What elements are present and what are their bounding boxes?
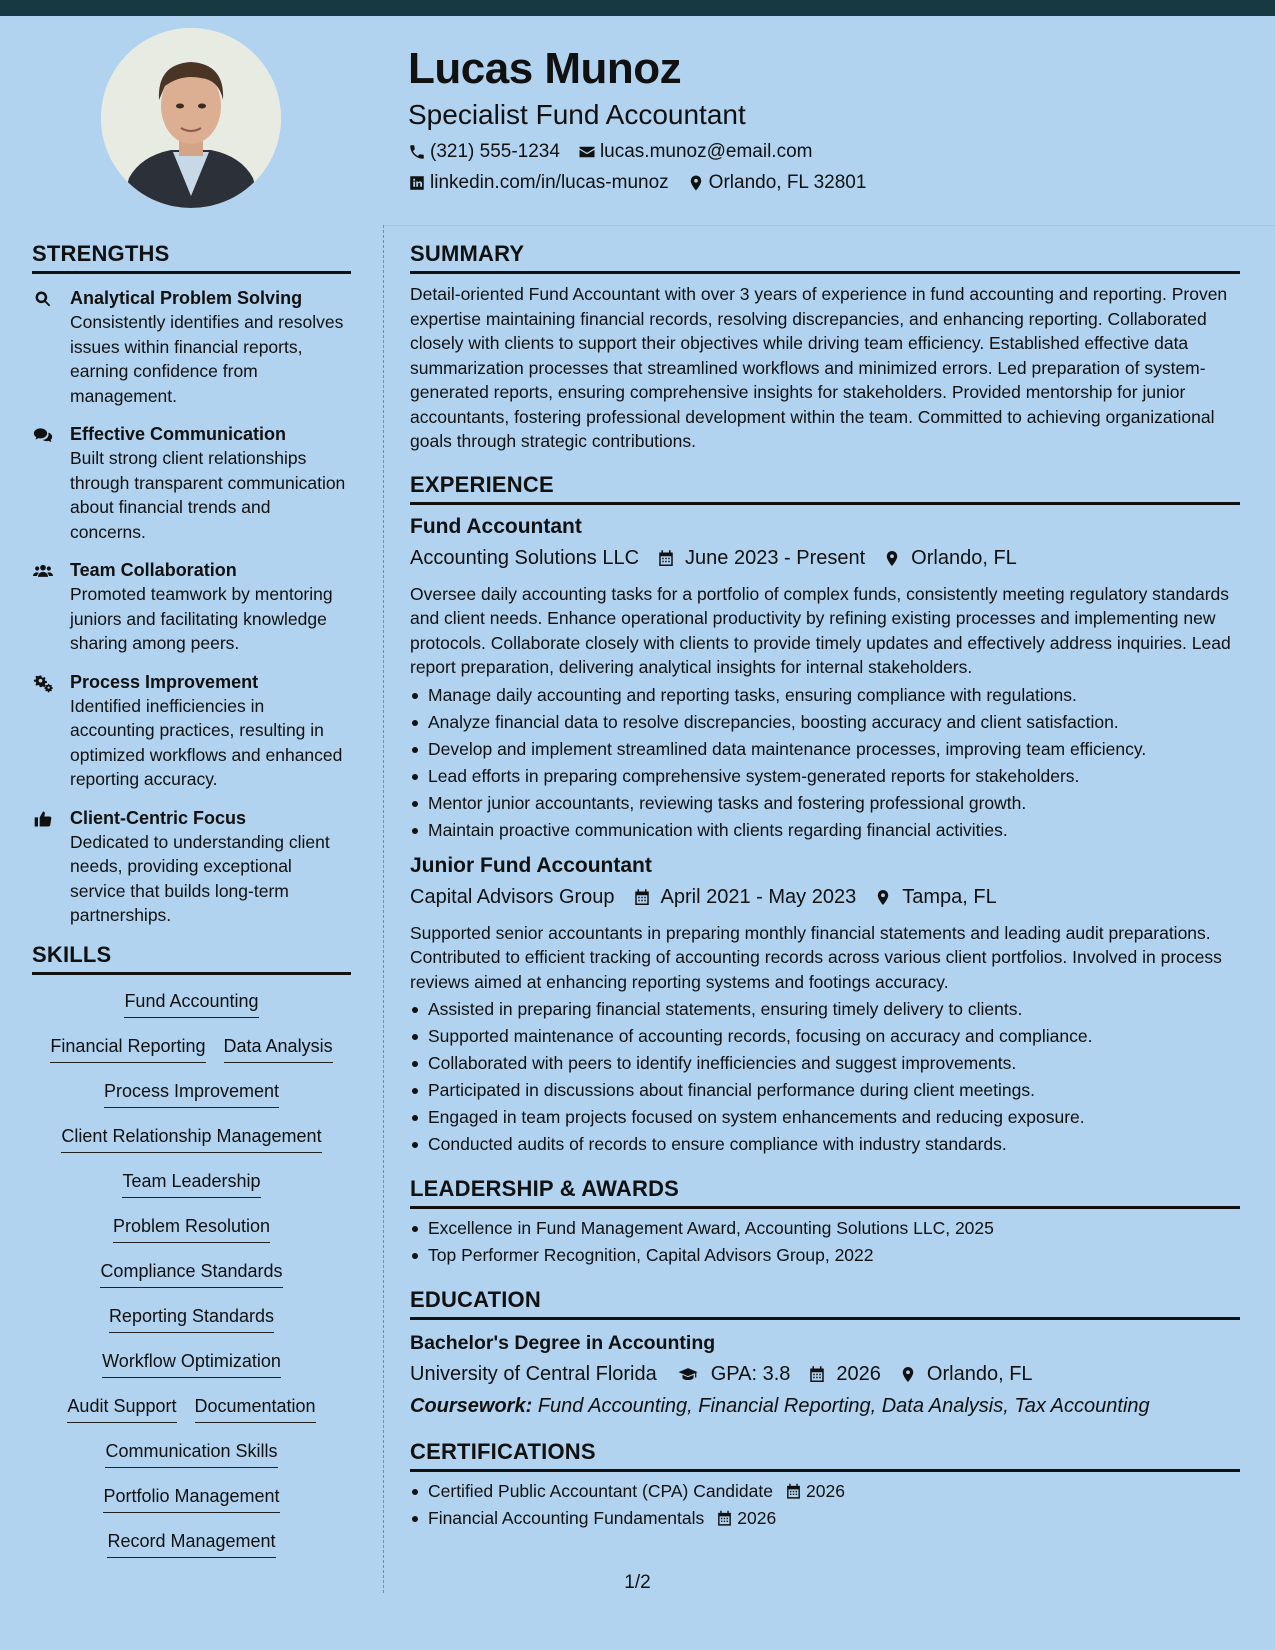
- skills-row: [32, 989, 351, 1034]
- graduation-cap-icon: [675, 1365, 701, 1384]
- cert-year: 2026: [806, 1481, 845, 1501]
- skills-row: [32, 1304, 351, 1349]
- graduation-year: 2026: [836, 1362, 881, 1385]
- awards-section: [410, 1176, 1240, 1269]
- skill-chip: Record Management: [107, 1529, 275, 1558]
- list-item: Assisted in preparing financial statements, ensuring timely delivery to clients.: [410, 996, 1240, 1023]
- strength-title: Analytical Problem Solving: [70, 288, 303, 308]
- linkedin-icon: [408, 174, 426, 192]
- list-item: Lead efforts in preparing comprehensive system-generated reports for stakeholders.: [410, 763, 1240, 790]
- calendar-icon: [808, 1365, 826, 1384]
- strength-item: [32, 806, 351, 928]
- map-pin-icon: [899, 1365, 917, 1384]
- strength-title: Client-Centric Focus: [70, 807, 247, 828]
- degree-name: Bachelor's Degree in Accounting: [410, 1332, 716, 1354]
- strength-desc: Dedicated to understanding client needs, providing exceptional service that builds long-term partnerships.: [70, 831, 330, 925]
- location-text: Orlando, FL 32801: [708, 171, 867, 193]
- skill-chip: Portfolio Management: [103, 1484, 279, 1513]
- thumbs-up-icon: [32, 809, 54, 829]
- strength-desc: Consistently identifies and resolves issues within financial reports, earning confidence from management.: [70, 312, 344, 406]
- skills-row: [32, 1484, 351, 1529]
- strengths-heading: STRENGTHS: [32, 241, 351, 274]
- awards-heading: LEADERSHIP & AWARDS: [410, 1176, 1240, 1209]
- map-pin-icon: [687, 174, 705, 192]
- linkedin-text: linkedin.com/in/lucas-munoz: [430, 171, 669, 193]
- coursework: [410, 1391, 1240, 1421]
- location-contact: [687, 172, 867, 194]
- list-item: Top Performer Recognition, Capital Advisors Group, 2022: [410, 1242, 1240, 1269]
- education-section: [410, 1287, 1240, 1421]
- strength-item: [32, 422, 351, 544]
- header-divider: [384, 225, 1275, 226]
- skills-row: [32, 1259, 351, 1304]
- skill-chip: Documentation: [195, 1394, 316, 1423]
- certifications-heading: CERTIFICATIONS: [410, 1439, 1240, 1472]
- job-title: Fund Accountant: [410, 514, 582, 538]
- skill-chip: Client Relationship Management: [61, 1124, 321, 1153]
- skills-row: [32, 1079, 351, 1124]
- job-title: Junior Fund Accountant: [410, 853, 652, 877]
- experience-heading: EXPERIENCE: [410, 472, 1240, 505]
- skill-chip: Financial Reporting: [50, 1034, 205, 1063]
- top-bar: [0, 0, 1275, 16]
- strength-desc: Promoted teamwork by mentoring juniors and facilitating knowledge sharing among peers.: [70, 584, 333, 653]
- candidate-title: Specialist Fund Accountant: [408, 99, 746, 130]
- gears-icon: [32, 673, 54, 693]
- list-item: Develop and implement streamlined data maintenance processes, improving team efficiency.: [410, 736, 1240, 763]
- cert-name: Financial Accounting Fundamentals: [428, 1508, 705, 1528]
- skills-row: [32, 1439, 351, 1484]
- strength-title: Team Collaboration: [70, 560, 237, 580]
- calendar-icon: [785, 1483, 802, 1500]
- school-name: University of Central Florida: [410, 1362, 657, 1385]
- list-item: Participated in discussions about financial performance during client meetings.: [410, 1077, 1240, 1104]
- cert-name: Certified Public Accountant (CPA) Candidate: [428, 1481, 773, 1501]
- coursework-list: Fund Accounting, Financial Reporting, Data Analysis, Tax Accounting: [537, 1395, 1150, 1417]
- list-item: Maintain proactive communication with clients regarding financial activities.: [410, 817, 1240, 844]
- skill-chip: Audit Support: [67, 1394, 176, 1423]
- skill-chip: Process Improvement: [104, 1079, 279, 1108]
- calendar-icon: [716, 1510, 733, 1527]
- column-divider: [383, 225, 384, 1593]
- job-dates: June 2023 - Present: [685, 547, 866, 569]
- skill-chip: Workflow Optimization: [102, 1349, 281, 1378]
- experience-section: [410, 472, 1240, 1159]
- list-item: [410, 1505, 1240, 1532]
- skills-list: [32, 989, 351, 1574]
- email-text: lucas.munoz@email.com: [599, 140, 813, 162]
- skill-chip: Problem Resolution: [113, 1214, 270, 1243]
- users-icon: [32, 561, 54, 581]
- calendar-icon: [633, 888, 651, 907]
- list-item: Excellence in Fund Management Award, Accounting Solutions LLC, 2025: [410, 1215, 1240, 1242]
- skills-row: [32, 1124, 351, 1169]
- phone-contact[interactable]: [408, 141, 560, 163]
- strength-item: [32, 558, 351, 656]
- strength-desc: Built strong client relationships through transparent communication about financial trends and concerns.: [70, 448, 346, 542]
- skills-row: [32, 1349, 351, 1394]
- strength-title: Effective Communication: [70, 424, 287, 444]
- skills-row: [32, 1529, 351, 1574]
- envelope-icon: [578, 143, 596, 161]
- school-location: Orlando, FL: [926, 1362, 1033, 1385]
- skills-row: [32, 1169, 351, 1214]
- education-heading: EDUCATION: [410, 1287, 1240, 1320]
- company-name: Capital Advisors Group: [410, 886, 615, 908]
- job-description: Supported senior accountants in preparing monthly financial statements and leading audit preparations. Contributed to efficient tracking of accounting records across various client portfolios. Involved in process reviews aimed at enhancing reporting systems and footings accuracy.: [410, 922, 1222, 992]
- company-name: Accounting Solutions LLC: [410, 547, 640, 569]
- skills-heading: SKILLS: [32, 942, 351, 975]
- job-location: Orlando, FL: [911, 547, 1017, 569]
- phone-text: (321) 555-1234: [430, 140, 560, 162]
- comments-icon: [32, 425, 54, 445]
- job-bullets: [410, 996, 1240, 1158]
- cert-year: 2026: [737, 1508, 777, 1528]
- certifications-list: [410, 1478, 1240, 1532]
- right-column: [410, 241, 1240, 1532]
- job-entry: [410, 513, 1240, 844]
- skill-chip: Compliance Standards: [100, 1259, 282, 1288]
- skills-row: [32, 1394, 351, 1439]
- job-meta: [410, 544, 1240, 574]
- job-meta: [410, 883, 1240, 913]
- list-item: Analyze financial data to resolve discrepancies, boosting accuracy and client satisfaction.: [410, 709, 1240, 736]
- skill-chip: Team Leadership: [122, 1169, 260, 1198]
- search-icon: [32, 289, 54, 309]
- strength-item: [32, 286, 351, 408]
- strength-title: Process Improvement: [70, 671, 259, 692]
- list-item: Mentor junior accountants, reviewing tasks and fostering professional growth.: [410, 790, 1240, 817]
- strength-desc: Identified inefficiencies in accounting practices, resulting in optimized workflows and enhanced reporting accuracy.: [70, 695, 343, 789]
- skills-row: [32, 1034, 351, 1079]
- job-entry: [410, 852, 1240, 1159]
- job-dates: April 2021 - May 2023: [660, 886, 857, 908]
- map-pin-icon: [883, 549, 901, 568]
- strengths-list: [32, 286, 351, 928]
- list-item: [410, 1478, 1240, 1505]
- summary-text: Detail-oriented Fund Accountant with over 3 years of experience in fund accounting and reporting. Proven expertise maintaining financial records, resolving discrepancies, and enhancing reporting. Collaborated closely with clients to support their objectives while driving team efficiency. Established effective data summarization processes that streamlined workflows and minimized errors. Led preparation of system-generated reports, ensuring comprehensive insights for stakeholders. Provided mentorship for junior accountants, fostering professional development within the team. Committed to achieving organizational goals through strategic contributions.: [410, 284, 1228, 451]
- resume-header: [408, 40, 1228, 198]
- skill-chip: Reporting Standards: [109, 1304, 274, 1333]
- list-item: Supported maintenance of accounting records, focusing on accuracy and compliance.: [410, 1023, 1240, 1050]
- page-number: 1/2: [624, 1572, 651, 1593]
- map-pin-icon: [874, 888, 892, 907]
- job-description: Oversee daily accounting tasks for a portfolio of complex funds, consistently meeting regulatory standards and client needs. Enhance operational productivity by refining existing processes and implementing new protocols. Collaborate closely with clients to provide timely updates and effectively address inquiries. Lead report preparation, delivering analytical insights for internal stakeholders.: [410, 583, 1231, 677]
- certifications-section: [410, 1439, 1240, 1532]
- profile-photo: [101, 28, 281, 208]
- skills-row: [32, 1214, 351, 1259]
- gpa-text: GPA: 3.8: [710, 1362, 791, 1385]
- strength-item: [32, 670, 351, 792]
- contact-info: [408, 136, 1228, 198]
- education-meta: [410, 1359, 1240, 1389]
- job-location: Tampa, FL: [902, 886, 997, 908]
- coursework-label: Coursework:: [410, 1395, 533, 1417]
- skill-chip: Fund Accounting: [124, 989, 258, 1018]
- list-item: Manage daily accounting and reporting tasks, ensuring compliance with regulations.: [410, 682, 1240, 709]
- phone-icon: [408, 143, 426, 161]
- left-column: [32, 241, 351, 1574]
- skill-chip: Communication Skills: [105, 1439, 277, 1468]
- job-bullets: [410, 682, 1240, 844]
- linkedin-contact[interactable]: [408, 172, 669, 194]
- list-item: Collaborated with peers to identify inefficiencies and suggest improvements.: [410, 1050, 1240, 1077]
- list-item: Conducted audits of records to ensure compliance with industry standards.: [410, 1131, 1240, 1158]
- email-contact[interactable]: [578, 141, 813, 163]
- candidate-name: Lucas Munoz: [408, 44, 682, 93]
- summary-heading: SUMMARY: [410, 241, 1240, 274]
- awards-list: [410, 1215, 1240, 1269]
- calendar-icon: [657, 549, 675, 568]
- list-item: Engaged in team projects focused on system enhancements and reducing exposure.: [410, 1104, 1240, 1131]
- skill-chip: Data Analysis: [224, 1034, 333, 1063]
